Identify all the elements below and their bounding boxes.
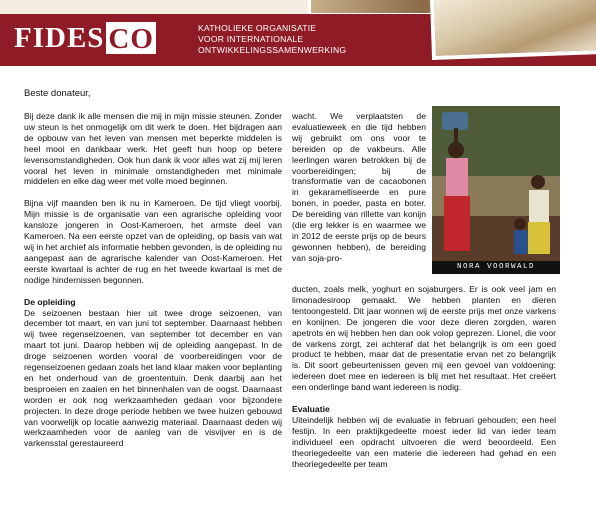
- logo-boxed-text: CO: [108, 23, 154, 55]
- logo-text: FIDES: [14, 21, 105, 54]
- photo-women-carrying: [432, 106, 560, 261]
- salutation: Beste donateur,: [24, 88, 91, 99]
- section-heading-opleiding: De opleiding: [24, 296, 76, 307]
- paragraph-seasons: De seizoenen bestaan hier uit twee droge seizoenen, van december tot maart, en van juni tot september. Daarnaast hebben wij twee regenseizoenen, van september tot december en van maart tot juni. Daarop hebben wij de opleiding aangepast. In de droge seizoenen worden vooral de voorbereidingen voor de regenseizoenen gedaan zoals het land klaar maken voor beplanting en het onderhoud van de groententuin. Denk daarbij aan het besproeien en zaaien en het binnenhalen van de oogst. Daarnaast worden er ook nog werkzaamheden gedaan voor bijzondere projecten. In deze droge periode hebben we twee huizen gebouwd van voorwelijk op locatie aanwezig materiaal. Daarnaast deden wij werkzaamheden voor de aanleg van de visvijver en is de varkensstal gerestaureerd: [24, 307, 282, 449]
- paragraph-products: ducten, zoals melk, yoghurt en sojaburgers. Er is ook veel jam en limonadesiroop gemaakt. We hebben planten en dieren tentoongesteld. Dit jaar wonnen wij de eerste prijs met onze varkens en konijnen. De jongeren die voor deze dieren zorgden, waren apetrots en wij hebben hen dan ook volop geprezen. Lionel, die voor de varkens zorgt, zei achteraf dat het belangrijk is om een goed product te hebben, maar dat de presentatie ervan net zo belangrijk is. Dit soort gebeurtenissen geven mij een gevoel van voldoening: iedereen doet mee en iedereen is blij met het resultaat. Het creëert een onderlinge band want iedereen is nodig.: [292, 284, 556, 393]
- paragraph-evaluation: Uiteindelijk hebben wij de evaluatie in februari gehouden; een heel festijn. In een praktijkgedeelte moest ieder lid van ieder team individueel een opdracht uitvoeren die werd beoordeeld. Een theoriegedeelte van een materie die iedereen had gehad en een theoriegedeelte per team: [292, 414, 556, 469]
- org-line-3: ONTWIKKELINGSSAMENWERKING: [198, 44, 347, 55]
- paragraph-fair: wacht. We verplaatsten de evaluatieweek en die tijd hebben wij gebruikt om ons voor te bereiden op de vakbeurs. Alle leerlingen waren betrokken bij de voorbereidingen; bij de transformatie van de cacaobonen in gekaramelliseerde en pure bonen, in poeder, pasta en boter. De bereiding van rillette van konijn (die erg lekker is en waarmee we in 2012 de eerste prijs op de beurs gewonnen hebben), de bereiding van soja-pro-: [292, 111, 426, 263]
- paragraph-mission: Bijna vijf maanden ben ik nu in Kameroen. De tijd vliegt voorbij. Mijn missie is de organisatie van een agrarische opleiding voor kansloze jongeren in Oost-Kameroen, het armste deel van Kameroen. Na een eerste opzet van de opleiding, op basis van wat wij in het archief als informatie hebben gevonden, is de opleiding nu aangepast aan de agrarische kalender van Oost-Kameroen. Het eerste kwartaal is achter de rug en het tweede kwartaal is met de nodige hindernissen begonnen.: [24, 198, 282, 285]
- org-line-1: KATHOLIEKE ORGANISATIE: [198, 23, 317, 33]
- photo-caption: NORA VOORWALD: [432, 261, 560, 274]
- right-column-top: [292, 111, 426, 275]
- section-heading-evaluatie: Evaluatie: [292, 404, 330, 415]
- org-line-2: VOOR INTERNATIONALE: [198, 33, 304, 44]
- header-photo: [430, 0, 596, 60]
- paragraph-thanks: Bij deze dank ik alle mensen die mij in mijn missie steunen. Zonder uw steun is het onmogelijk om dit werk te doen. Het bijdragen aan de opbouw van het leven van mensen met beperkte middelen is heel mooi en dankbaar werk. Het geeft hun hoop op betere levensomstandigheden. Ook hun dank ik voor alles wat zij mij leren vooral het leven in minimale omstandigheden met minimale middelen en elke dag weer met volle moed beginnen.: [24, 111, 282, 187]
- left-column: [24, 111, 282, 460]
- organisation-name: [198, 23, 398, 55]
- fidesco-logo: [14, 22, 156, 54]
- right-column-bottom: [292, 284, 556, 481]
